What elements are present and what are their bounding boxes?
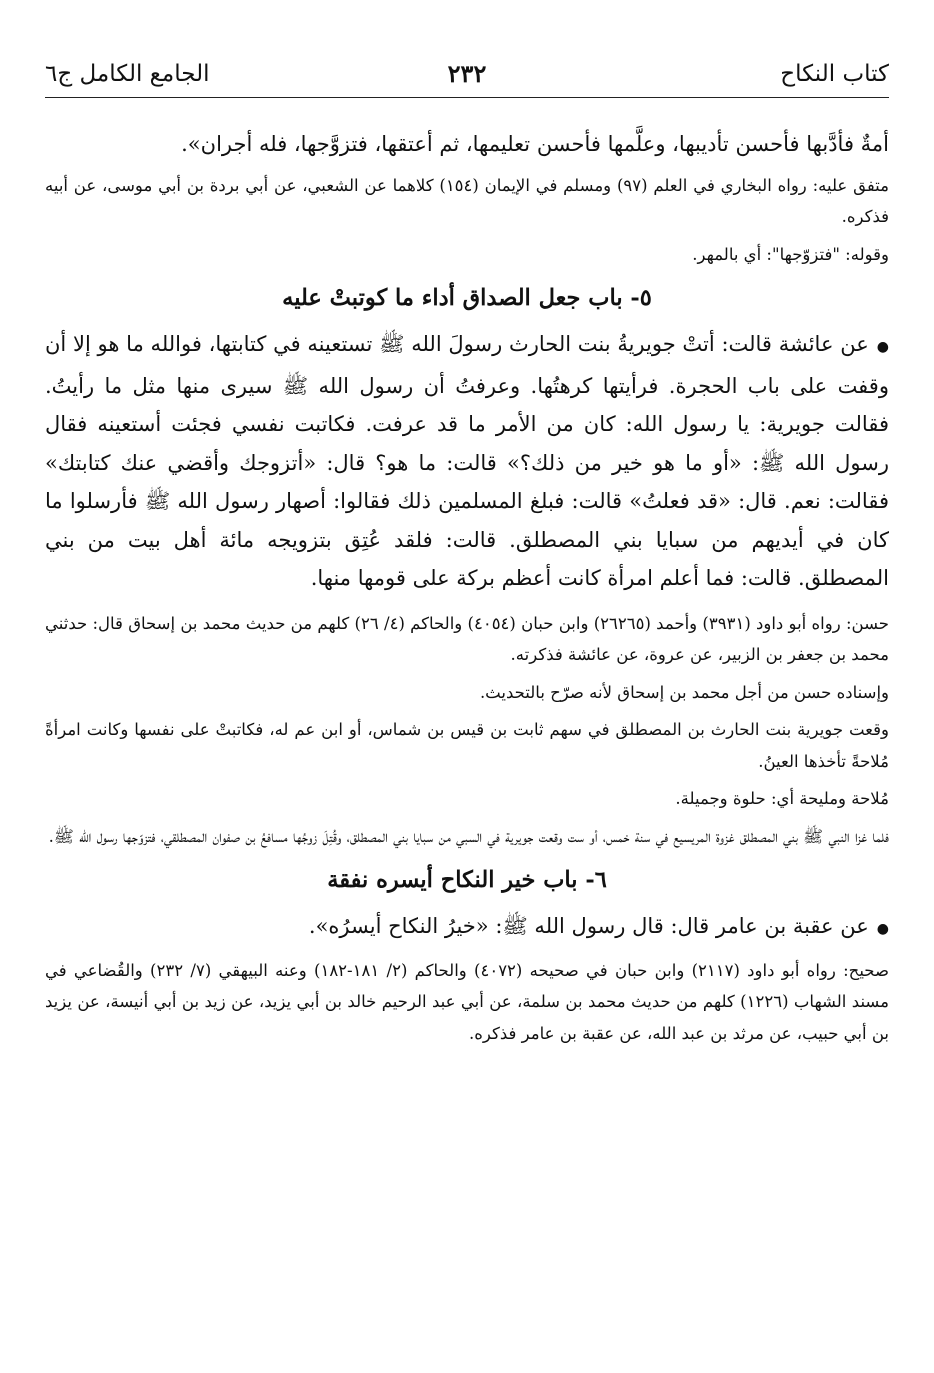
running-header [45, 58, 889, 98]
page-number: ٢٣٢ [447, 59, 487, 88]
page-body [45, 125, 889, 1049]
commentary-note: وقعت جويرية بنت الحارث بن المصطلق في سهم ثابت بن قيس بن شماس، أو ابن عم له، فكاتبتْ على نفسها وكانت امرأةً مُلاحةً تأخذها العينُ. [45, 720, 889, 771]
chapter-heading-5: ٥- باب جعل الصداق أداء ما كوتبتْ عليه [282, 285, 652, 311]
hadith-continuation: أمةٌ فأدَّبها فأحسن تأديبها، وعلَّمها فأحسن تعليمها، ثم أعتقها، فتزوَّجها، فله أجران». [181, 132, 889, 156]
takhrij-note: متفق عليه: رواه البخاري في العلم (٩٧) ومسلم في الإيمان (١٥٤) كلاهما عن الشعبي، عن أبي بردة بن أبي موسى، عن أبيه فذكره. [45, 175, 889, 226]
takhrij-note: صحيح: رواه أبو داود (٢١١٧) وابن حبان في صحيحه (٤٠٧٢) والحاكم (٢/ ١٨١-١٨٢) وعنه البيهقي (٧/ ٢٣٢) والقُضاعي في مسند الشهاب (١٢٢٦) كلهم من حديث محمد بن سلمة، عن أبي عبد الرحيم خالد بن أبي يزيد، عن زيد بن أبي أنيسة، عن يزيد بن أبي حبيب، عن مرثد بن عبد الله، عن عقبة بن عامر فذكره. [45, 960, 889, 1043]
hadith-text: ● عن عائشة قالت: أتتْ جويريةُ بنت الحارث رسولَ الله ﷺ تستعينه في كتابتها، فوالله ما هو إلا أن وقفت على باب الحجرة. فرأيتها كرهتُها. وعرفتُ أن رسول الله ﷺ سيرى منها مثل ما رأيتُ. فقالت جويرية: يا رسول الله: كان من الأمر ما قد عرفت. فكاتبت نفسي فجئت أستعينه فقال رسول الله ﷺ: «أو ما هو خير من ذلك؟» قالت: ما هو؟ قال: «أتزوجك وأقضي عنك كتابتك» فقالت: نعم. قال: «قد فعلتُ» قالت: فبلغ المسلمين ذلك فقالوا: أصهار رسول الله ﷺ فأرسلوا ما كان في أيديهم من سبايا بني المصطلق. قالت: فلقد عُتِق بتزويجه مائة أهل بيت من بني المصطلق. قالت: فما أعلم امرأة كانت أعظم بركة على قومها منها. [45, 325, 889, 598]
volume-title: الجامع الكامل ج٦ [45, 61, 210, 87]
book-section-title: كتاب النكاح [780, 61, 889, 87]
header-divider [45, 97, 889, 98]
chapter-heading-6: ٦- باب خير النكاح أيسره نفقة [327, 867, 607, 893]
vocabulary-note: مُلاحة ومليحة أي: حلوة وجميلة. [675, 789, 889, 808]
hadith-text: ● عن عقبة بن عامر قال: قال رسول الله ﷺ: «خيرُ النكاح أيسرُه». [45, 907, 889, 949]
explanation-note: وقوله: "فتزوّجها": أي بالمهر. [692, 244, 889, 264]
isnad-note: وإسناده حسن من أجل محمد بن إسحاق لأنه صرّح بالتحديث. [479, 682, 889, 702]
takhrij-note: حسن: رواه أبو داود (٣٩٣١) وأحمد (٢٦٢٦٥) وابن حبان (٤٠٥٤) والحاكم (٤/ ٢٦) كلهم من حديث محمد بن إسحاق قال: حدثني محمد بن جعفر بن الزبير، عن عروة، عن عائشة فذكرته. [45, 613, 890, 664]
commentary-note: فلما غزا النبي ﷺ بني المصطلق غزوة المريسيع في سنة خمس، أو ست وقعت جويرية في السبي من سبايا بني المصطلق، وقُتِلَ زوجُها مسافعُ بن صفوان المصطلقي، فتزوّجها رسول الله ﷺ. [48, 826, 889, 846]
